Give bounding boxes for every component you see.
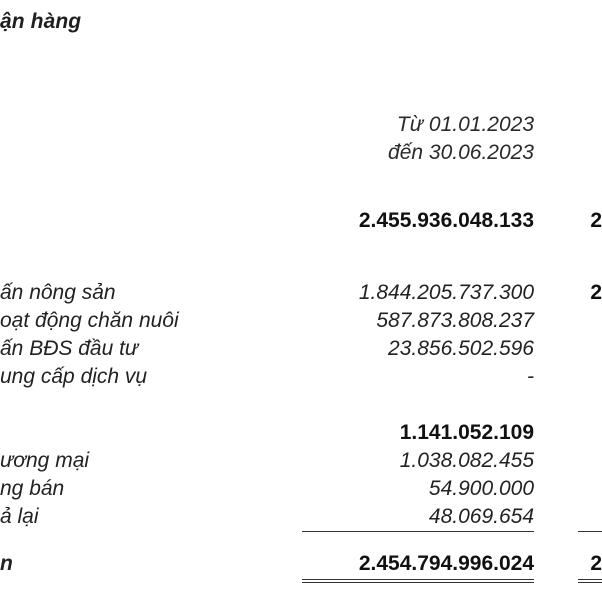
row-value-sales-allowance: 54.900.000 <box>428 477 534 500</box>
row-label-services: ung cấp dịch vụ <box>0 365 148 388</box>
row-label-trade-discount: ương mại <box>0 449 90 472</box>
row-label-returns: ả lại <box>0 505 39 528</box>
net-revenue-value: 2.454.794.996.024 <box>358 552 534 575</box>
prior-period-digit-net: 2 <box>590 552 602 575</box>
total-double-rule-right <box>578 582 602 583</box>
row-value-livestock: 587.873.808.237 <box>376 309 534 332</box>
row-value-returns: 48.069.654 <box>428 505 534 528</box>
row-value-services: - <box>527 365 534 388</box>
row-value-agri-sales: 1.844.205.737.300 <box>358 281 534 304</box>
period-from: Từ 01.01.2023 <box>396 113 534 136</box>
subtotal-rule-right <box>578 531 602 532</box>
subtotal-rule <box>302 531 534 532</box>
row-label-sales-allowance: ng bán <box>0 477 65 500</box>
total-rule-right <box>578 579 602 580</box>
row-label-agri-sales: ấn nông sản <box>0 281 116 304</box>
row-value-trade-discount: 1.038.082.455 <box>399 449 534 472</box>
row-value-investment-property: 23.856.502.596 <box>388 337 534 360</box>
total-double-rule <box>302 582 534 583</box>
prior-period-digit-agri: 2 <box>590 281 602 304</box>
row-label-livestock: oạt động chăn nuôi <box>0 309 179 332</box>
period-to: đến 30.06.2023 <box>388 141 534 164</box>
total-revenue-value: 2.455.936.048.133 <box>358 209 534 232</box>
deductions-total-value: 1.141.052.109 <box>399 421 534 444</box>
row-label-investment-property: ấn BĐS đầu tư <box>0 337 139 360</box>
total-rule <box>302 579 534 580</box>
prior-period-digit: 2 <box>590 209 602 232</box>
section-title: ận hàng <box>0 10 82 33</box>
row-label-net-revenue: n <box>0 552 13 575</box>
